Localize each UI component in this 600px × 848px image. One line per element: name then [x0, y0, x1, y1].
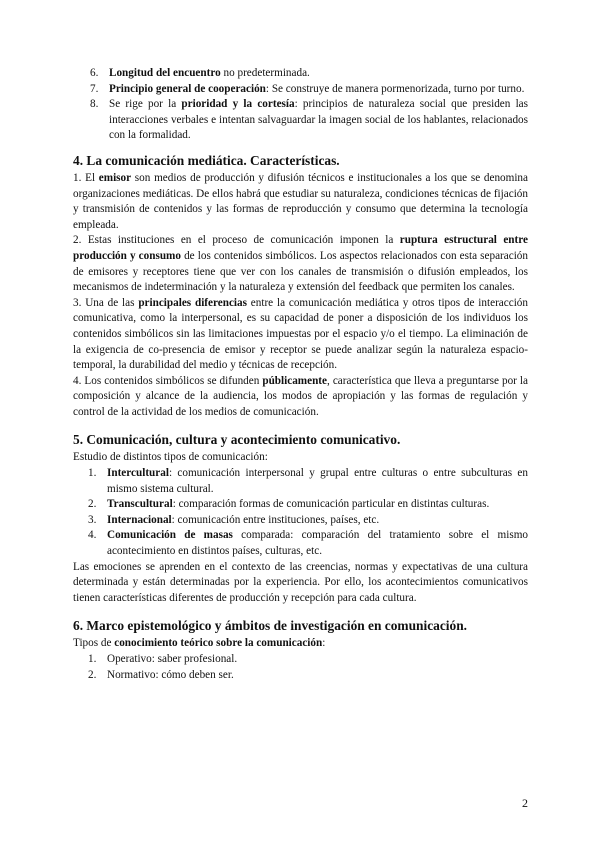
list-item-text: : comunicación interpersonal y grupal entre culturas o entre subculturas en mismo sistema cultural. — [107, 467, 528, 495]
list-item-term: Internacional — [107, 513, 172, 526]
paragraph — [73, 171, 528, 233]
list-item-number: 1. — [88, 653, 97, 665]
paragraph — [73, 374, 528, 421]
paragraph-prefix: 2. Estas instituciones en el proceso de comunicación imponen la — [73, 234, 400, 247]
list-item-text: : principios de naturaleza social que presiden las interacciones verbales e intentan salvaguardar la imagen social de los hablantes, relacionados con la formalidad. — [109, 98, 528, 142]
list-item-number: 2. — [88, 668, 97, 681]
section-heading: 4. La comunicación mediática. Características. — [73, 152, 340, 168]
paragraph-prefix: 1. El — [73, 171, 99, 184]
paragraph — [73, 233, 528, 295]
list-item-text: : comunicación entre instituciones, países, etc. — [171, 513, 380, 526]
list-item-prefix: Se rige por la — [109, 98, 182, 111]
paragraph-text: entre la comunicación mediática y otros tipos de interacción comunicativa, como la interpersonal, es su capacidad de poner a disposición de los individuos los contenidos simbólicos sin las limitaciones impuestas por el espacio y/o el tiempo. La eliminación de la exigencia de co-presencia de emisor y receptor se puede analizar según la naturaleza espacio-temporal, la durabilidad del medio y técnicas de recepción. — [73, 296, 528, 372]
list-item-number: 4. — [88, 529, 97, 542]
list-item-number: 8. — [90, 98, 99, 111]
paragraph-text: son medios de producción y difusión técnicos e institucionales a los que se denomina organizaciones mediáticas. De ellos habrá que estudiar su naturaleza, condiciones técnicas de fijación y transmisión de contenidos y las formas de reproducción y consumo que determina la tecnología empleada. — [73, 171, 528, 231]
list-item-term: Longitud del encuentro — [109, 67, 221, 79]
list-item-term: prioridad y la cortesía — [181, 98, 295, 111]
list-item-term: Intercultural — [107, 467, 169, 480]
paragraph — [73, 636, 528, 652]
list-item — [73, 652, 528, 668]
list-item-number: 2. — [88, 498, 97, 511]
section-heading: 6. Marco epistemológico y ámbitos de investigación en comunicación. — [73, 618, 467, 634]
list-item — [73, 82, 528, 98]
list-item-term: Transcultural — [107, 498, 173, 511]
section-body — [73, 171, 528, 421]
knowledge-types-list — [73, 652, 528, 683]
list-item-text: no predeterminada. — [220, 67, 310, 79]
communication-types-list — [73, 466, 528, 560]
paragraph: Las emociones se aprenden en el contexto de las creencias, normas y expectativas de una cultura determinada y están determinadas por la experiencia. Por ello, los acontecimientos comunicativos tienen características diferentes de producción y recepción para cada cultura. — [73, 560, 528, 604]
list-item-text: comparada: comparación del tratamiento sobre el mismo acontecimiento en distintos países, culturas, etc. — [107, 529, 528, 558]
list-item — [73, 513, 528, 529]
paragraph-term: ruptura estructural entre producción y consumo — [73, 234, 528, 262]
list-item — [73, 668, 528, 684]
section-body — [73, 450, 528, 606]
section-heading: 5. Comunicación, cultura y acontecimiento comunicativo. — [73, 432, 401, 448]
paragraph-prefix: 4. Los contenidos simbólicos se difunden — [73, 374, 263, 387]
list-item-number: 1. — [88, 467, 97, 480]
list-item — [73, 66, 528, 82]
communication-features-list — [73, 66, 528, 144]
paragraph-text: , característica que lleva a preguntarse por la composición y alcance de la audiencia, los modos de apropiación y las formas de regulación y control de la actividad de los medios de comunicación. — [73, 374, 528, 418]
list-item-term: Comunicación de masas — [107, 529, 233, 542]
list-item-term: Principio general de cooperación — [109, 82, 266, 95]
paragraph-text: de los contenidos simbólicos. Los aspectos relacionados con esta separación de emisores y receptores tiene que ver con los canales de transmisión o difusión empleados, los mecanismos de indeterminación y la naturaleza y extensión del feedback que permiten los canales. — [73, 249, 528, 294]
list-item — [73, 97, 528, 144]
paragraph-term: principales diferencias — [138, 296, 247, 309]
list-item-text: : comparación formas de comunicación particular en distintas culturas. — [172, 498, 490, 511]
list-item-number: 7. — [90, 82, 99, 95]
section-body — [73, 636, 528, 683]
paragraph: Estudio de distintos tipos de comunicación: — [73, 451, 268, 464]
paragraph-text: : — [322, 637, 326, 650]
paragraph-term: públicamente — [262, 374, 327, 387]
list-item — [73, 528, 528, 559]
list-item-number: 6. — [90, 67, 99, 79]
paragraph-prefix: Tipos de — [73, 637, 115, 650]
paragraph-prefix: 3. Una de las — [73, 296, 139, 309]
paragraph-term: emisor — [98, 171, 132, 184]
list-item — [73, 497, 528, 513]
page-content — [73, 66, 528, 683]
list-item-number: 3. — [88, 513, 97, 526]
list-item-text: Operativo: saber profesional. — [107, 653, 238, 665]
page-number: 2 — [522, 796, 528, 810]
list-item-text: Normativo: cómo deben ser. — [107, 668, 234, 681]
list-item-text: : Se construye de manera pormenorizada, turno por turno. — [265, 82, 525, 95]
paragraph — [73, 296, 528, 374]
list-item — [73, 466, 528, 497]
paragraph-term: conocimiento teórico sobre la comunicación — [114, 637, 323, 650]
